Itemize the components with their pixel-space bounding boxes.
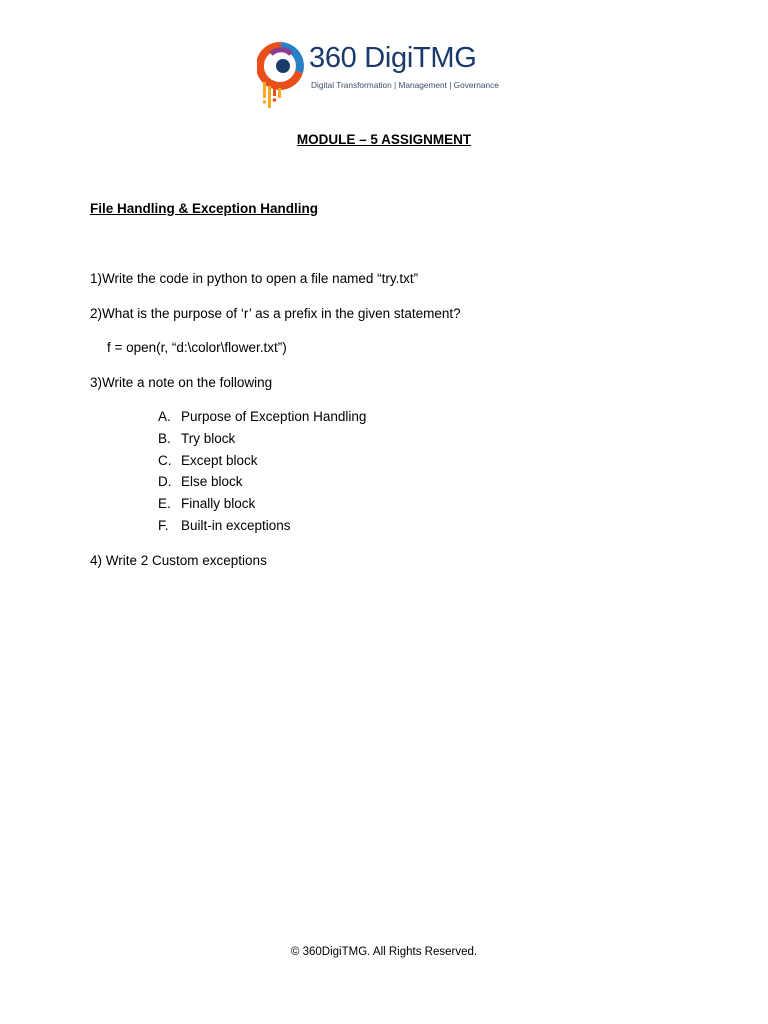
question-2: 2)What is the purpose of ‘r’ as a prefix in the given statement? [90, 306, 461, 321]
logo-icon [257, 42, 305, 112]
company-logo [257, 42, 507, 112]
list-item [158, 473, 366, 495]
logo-name: 360 DigiTMG [309, 42, 477, 74]
section-heading: File Handling & Exception Handling [90, 201, 319, 216]
list-item-text: Finally block [181, 496, 256, 512]
list-marker: C. [158, 452, 172, 468]
list-marker: E. [158, 496, 171, 512]
page-title: MODULE – 5 ASSIGNMENT [296, 132, 472, 147]
list-marker: B. [158, 430, 171, 446]
logo-tagline: Digital Transformation | Management | Governance [311, 80, 499, 90]
list-marker: F. [158, 517, 169, 533]
question-3-list [158, 408, 366, 539]
list-marker: D. [158, 474, 172, 490]
list-marker: A. [158, 409, 171, 424]
question-1: 1)Write the code in python to open a file named “try.txt” [90, 271, 419, 286]
list-item-text: Purpose of Exception Handling [181, 409, 367, 424]
list-item [158, 408, 366, 430]
list-item-text: Try block [181, 430, 236, 446]
list-item [158, 430, 366, 452]
list-item-text: Else block [181, 474, 243, 490]
list-item [158, 452, 366, 474]
question-3: 3)Write a note on the following [90, 375, 273, 390]
question-4: 4) Write 2 Custom exceptions [90, 553, 267, 568]
list-item [158, 517, 366, 539]
list-item [158, 495, 366, 517]
code-statement: f = open(r, “d:\color\flower.txt”) [107, 340, 287, 355]
list-item-text: Except block [181, 452, 258, 468]
list-item-text: Built-in exceptions [181, 517, 291, 533]
footer-copyright: © 360DigiTMG. All Rights Reserved. [290, 946, 478, 958]
